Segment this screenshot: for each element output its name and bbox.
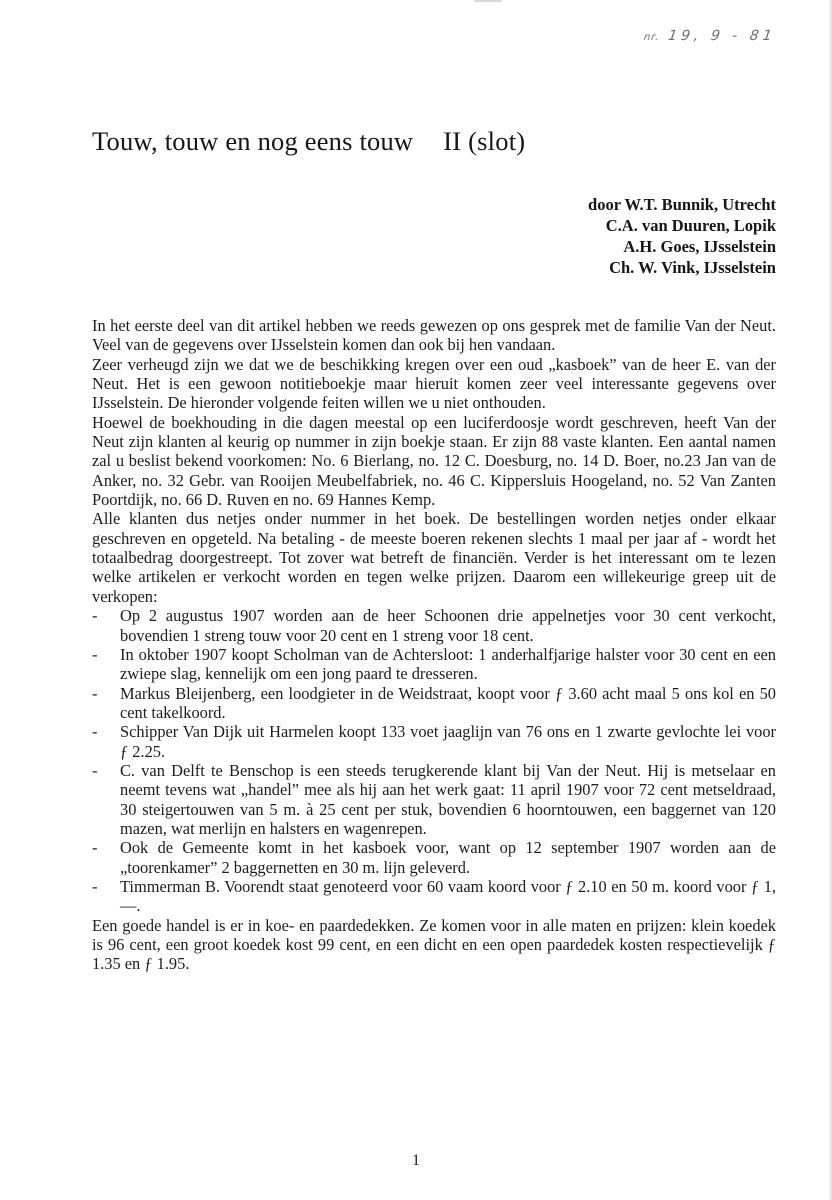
paragraph: Hoewel de boekhouding in die dagen meestal op een luciferdoosje wordt geschreven, heeft Van der Neut zijn klanten al keurig op nummer in zijn boekje staan. Er zijn 88 vaste klanten. Een aantal namen zal u beslist bekend voorkomen: No. 6 Bierlang, no. 12 C. Doesburg, no. 14 D. Boer, no.23 Jan van de Anker, no. 32 Gebr. van Rooijen Meubelfabriek, no. 46 C. Kippersluis Hoogeland, no. 52 Van Zanten Poortdijk, no. 66 D. Ruven en no. 69 Hannes Kemp. <box>92 412 776 510</box>
list-item <box>92 877 776 916</box>
sales-list <box>92 606 776 916</box>
list-item <box>92 722 776 761</box>
annotation-text: 19, 9 - 81 <box>667 28 777 44</box>
article-body <box>92 316 776 974</box>
list-item-text: Op 2 augustus 1907 worden aan de heer Schoonen drie appelnetjes voor 30 cent verkocht, bovendien 1 streng touw voor 20 cent en 1 streng voor 18 cent. <box>120 606 776 645</box>
list-item-text: C. van Delft te Benschop is een steeds terugkerende klant bij Van der Neut. Hij is metselaar en neemt tevens wat „handel” mee als hij aan het werk gaat: 11 april 1907 voor 72 cent metseldraad, 30 steigertouwen van 5 m. à 25 cent per stuk, bovendien 6 hoorntouwen, een baggernet van 120 mazen, wat merlijn en halsters en wagenrepen. <box>120 760 776 838</box>
list-item <box>92 645 776 684</box>
author-byline <box>588 194 776 278</box>
dash-bullet: - <box>92 722 98 742</box>
dash-bullet: - <box>92 606 98 626</box>
paragraph: Alle klanten dus netjes onder nummer in het boek. De bestellingen worden netjes onder elkaar geschreven en opgeteld. Na betaling - de meeste boeren rekenen slechts 1 maal per jaar af - wordt het totaalbedrag doorgestreept. Tot zover wat betreft de financiën. Verder is het interessant om te lezen welke artikelen er verkocht worden en tegen welke prijzen. Daarom een willekeurige greep uit de verkopen: <box>92 509 776 606</box>
list-item <box>92 684 776 723</box>
page-number: 1 <box>412 1152 420 1169</box>
list-item-text: Markus Bleijenberg, een loodgieter in de Weidstraat, koopt voor ƒ 3.60 acht maal 5 ons kol en 50 cent takelkoord. <box>120 683 776 722</box>
annotation-prefix: nr. <box>643 32 661 43</box>
title-suffix: II (slot) <box>443 126 526 156</box>
title-main: Touw, touw en nog eens touw <box>92 126 414 156</box>
author-line: door W.T. Bunnik, Utrecht <box>588 195 776 214</box>
scan-mark <box>474 0 502 2</box>
list-item-text: Ook de Gemeente komt in het kasboek voor, want op 12 september 1907 worden aan de „toorenkamer” 2 baggernetten en 30 m. lijn geleverd. <box>120 838 776 877</box>
list-item <box>92 606 776 645</box>
dash-bullet: - <box>92 876 98 896</box>
author-line: C.A. van Duuren, Lopik <box>605 216 776 235</box>
list-item-text: In oktober 1907 koopt Scholman van de Achtersloot: 1 anderhalfjarige halster voor 30 cent en een zwiepe slag, kennelijk om een jong paard te dresseren. <box>120 644 776 684</box>
dash-bullet: - <box>92 644 98 664</box>
closing-paragraph: Een goede handel is er in koe- en paardedekken. Ze komen voor in alle maten en prijzen: klein koedek is 96 cent, een groot koedek kost 99 cent, en een dicht en een open paardedek kosten respectievelijk ƒ 1.35 en ƒ 1.95. <box>92 915 776 974</box>
handwritten-annotation <box>643 28 777 44</box>
article-title <box>92 126 525 157</box>
dash-bullet: - <box>92 683 98 703</box>
list-item-text: Schipper Van Dijk uit Harmelen koopt 133 voet jaaglijn van 76 ons en 1 zwarte gevlochte lei voor ƒ 2.25. <box>120 722 776 761</box>
list-item-text: Timmerman B. Voorendt staat genoteerd voor 60 vaam koord voor ƒ 2.10 en 50 m. koord voor ƒ 1,—. <box>120 876 776 916</box>
list-item <box>92 761 776 838</box>
paragraph: In het eerste deel van dit artikel hebben we reeds gewezen op ons gesprek met de familie Van der Neut. Veel van de gegevens over IJsselstein komen dan ook bij hen vandaan. <box>92 316 776 355</box>
paragraph: Zeer verheugd zijn we dat we de beschikking kregen over een oud „kasboek” van de heer E. van der Neut. Het is een gewoon notitieboekje maar hieruit komen zeer veel interessante gegevens over IJsselstein. De hieronder volgende feiten willen we u niet onthouden. <box>92 354 776 413</box>
list-item <box>92 838 776 877</box>
dash-bullet: - <box>92 760 98 780</box>
author-line: Ch. W. Vink, IJsselstein <box>609 258 776 277</box>
author-line: A.H. Goes, IJsselstein <box>623 237 776 256</box>
dash-bullet: - <box>92 838 98 858</box>
